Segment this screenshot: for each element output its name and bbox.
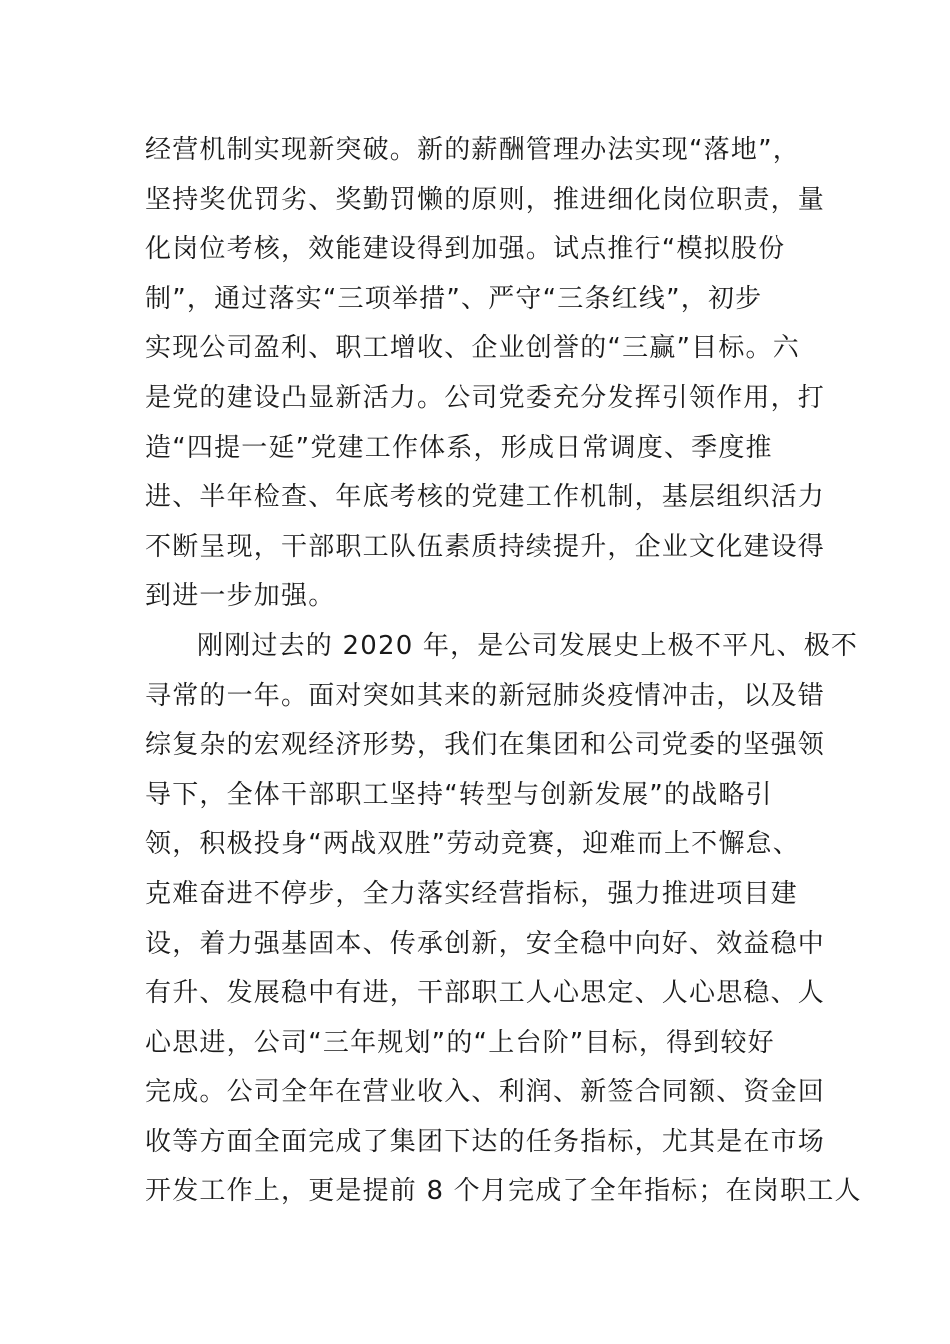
text-line: 不断呈现，干部职工队伍素质持续提升，企业文化建设得	[145, 531, 826, 562]
text-line: 领，积极投身“两战双胜”劳动竞赛，迎难而上不懈怠、	[145, 829, 800, 860]
text-line: 克难奋进不停步，全力落实经营指标，强力推进项目建	[145, 878, 798, 909]
text-line: 完成。公司全年在营业收入、利润、新签合同额、资金回	[145, 1077, 826, 1108]
text-line: 经营机制实现新突破。新的薪酬管理办法实现“落地”，	[145, 135, 800, 165]
text-line: 到进一步加强。	[145, 581, 336, 612]
text-line: 心思进，公司“三年规划”的“上台阶”目标，得到较好	[145, 1027, 775, 1058]
text-line: 综复杂的宏观经济形势，我们在集团和公司党委的坚强领	[145, 730, 826, 761]
text-line: 有升、发展稳中有进，干部职工人心思定、人心思稳、人	[145, 978, 826, 1009]
text-line: 收等方面全面完成了集团下达的任务指标，尤其是在市场	[145, 1126, 826, 1157]
text-line: 开发工作上，更是提前 8 个月完成了全年指标；在岗职工人	[145, 1176, 862, 1207]
body-text	[145, 126, 862, 1217]
text-line: 刚刚过去的 2020 年，是公司发展史上极不平凡、极不	[197, 630, 859, 661]
text-line: 导下，全体干部职工坚持“转型与创新发展”的战略引	[145, 779, 773, 810]
text-line: 坚持奖优罚劣、奖勤罚懒的原则，推进细化岗位职责，量	[145, 184, 826, 215]
text-line: 是党的建设凸显新活力。公司党委充分发挥引领作用，打	[145, 382, 826, 413]
text-line: 实现公司盈利、职工增收、企业创誉的“三赢”目标。六	[145, 333, 800, 364]
paragraph-2	[145, 622, 862, 1217]
text-line: 化岗位考核，效能建设得到加强。试点推行“模拟股份	[145, 234, 786, 265]
text-line: 进、半年检查、年底考核的党建工作机制，基层组织活力	[145, 482, 826, 513]
text-line: 设，着力强基固本、传承创新，安全稳中向好、效益稳中	[145, 928, 826, 959]
text-line: 寻常的一年。面对突如其来的新冠肺炎疫情冲击，以及错	[145, 680, 826, 711]
text-line: 造“四提一延”党建工作体系，形成日常调度、季度推	[145, 432, 773, 463]
paragraph-1	[145, 126, 826, 622]
text-line: 制”，通过落实“三项举措”、严守“三条红线”，初步	[145, 283, 763, 314]
